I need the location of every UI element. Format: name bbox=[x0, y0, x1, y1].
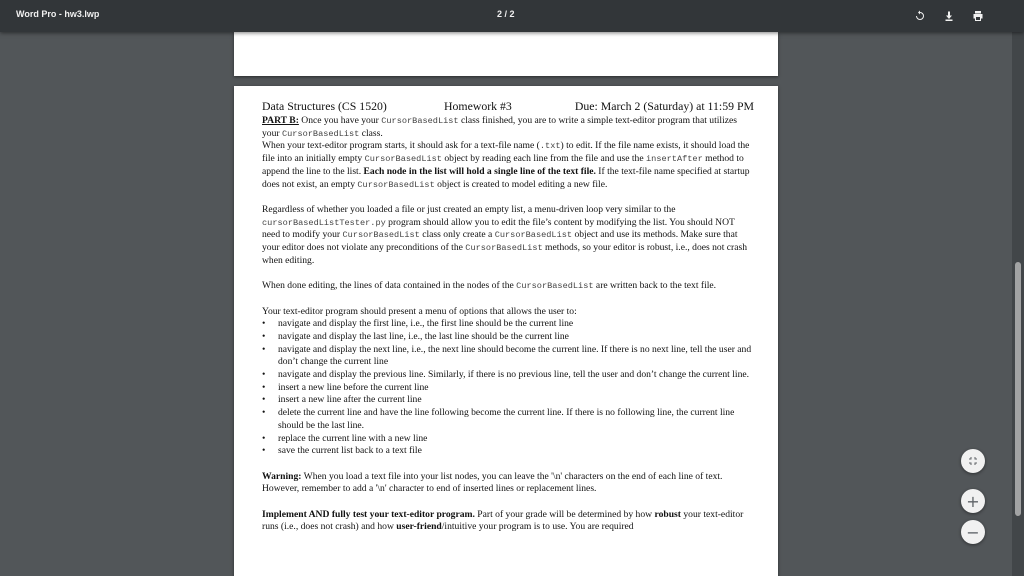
vertical-scrollbar[interactable] bbox=[1012, 32, 1024, 576]
due-date: Due: March 2 (Saturday) at 11:59 PM bbox=[574, 99, 754, 113]
list-item: • navigate and display the last line, i.e., the last line should be the current line bbox=[262, 330, 569, 342]
list-item: • insert a new line before the current line bbox=[262, 381, 429, 393]
plus-icon: + bbox=[966, 491, 980, 511]
homework-number: Homework #3 bbox=[444, 99, 512, 113]
list-item: • navigate and display the next line, i.e., the next line should become the current line. If there is no next line, tell the user and don’t change the current line bbox=[262, 343, 752, 368]
rotate-icon bbox=[914, 10, 926, 22]
fit-to-page-button[interactable] bbox=[961, 449, 985, 473]
scrollbar-thumb[interactable] bbox=[1015, 262, 1021, 516]
list-item: • delete the current line and have the line following become the current line. If there is no following line, the current line should be the last line. bbox=[262, 407, 735, 431]
list-item: • save the current list back to a text file bbox=[262, 445, 422, 457]
zoom-in-button[interactable] bbox=[961, 489, 985, 513]
warning-paragraph: Warning: When you load a text file into your list nodes, you can leave the '\n' characters on the end of each line of text. However, remember to add a '\n' character to end of inserted lines or replacement lines. bbox=[262, 470, 723, 495]
doc-header bbox=[262, 100, 754, 115]
menu-intro: Your text-editor program should present a menu of options that allows the user to: bbox=[262, 305, 577, 317]
print-button[interactable] bbox=[969, 7, 987, 25]
print-icon bbox=[972, 10, 984, 22]
list-item: • navigate and display the first line, i.e., the first line should be the current line bbox=[262, 318, 574, 330]
implement-paragraph: Implement AND fully test your text-editor program. Part of your grade will be determined by how robust your text-editor runs (i.e., does not crash) and how user-friend/intuitive your program is to use. You are required bbox=[262, 508, 744, 533]
rotate-button[interactable] bbox=[911, 7, 929, 25]
previous-page bbox=[234, 32, 778, 76]
page-content bbox=[262, 100, 754, 534]
list-item: • replace the current line with a new line bbox=[262, 432, 428, 444]
fit-to-page-icon bbox=[967, 455, 979, 467]
paragraph-menu-loop: Regardless of whether you loaded a file or just created an empty list, a menu-driven loop very similar to the cursorBasedListTester.py program should allow you to edit the file’s content by modifying the list. You should NOT need to modify your CursorBasedList class only create a CursorBasedList object and use its methods. Make sure that your editor does not violate any preconditions of the CursorBasedList methods, so your editor is robust, i.e., does not crash when editing. bbox=[262, 203, 748, 266]
download-button[interactable] bbox=[940, 7, 958, 25]
menu-options-list bbox=[262, 318, 754, 458]
minus-icon: − bbox=[966, 522, 980, 542]
page-indicator: 2 / 2 bbox=[497, 9, 515, 19]
list-item: • navigate and display the previous line. Similarly, if there is no previous line, tell the user and don’t change the current line. bbox=[262, 369, 750, 381]
viewer-toolbar bbox=[0, 0, 1024, 32]
document-title: Word Pro - hw3.lwp bbox=[16, 9, 100, 19]
paragraph-save: When done editing, the lines of data contained in the nodes of the CursorBasedList are written back to the text file. bbox=[262, 280, 717, 292]
zoom-out-button[interactable] bbox=[961, 520, 985, 544]
download-icon bbox=[943, 10, 955, 22]
list-item: • insert a new line after the current line bbox=[262, 394, 422, 406]
part-label: PART B: bbox=[262, 115, 299, 126]
paragraph-intro: PART B: Once you have your CursorBasedList class finished, you are to write a simple text-editor program that utilizes your CursorBasedList class. bbox=[262, 115, 737, 139]
document-viewport[interactable] bbox=[0, 32, 1012, 576]
paragraph-startup: When your text-editor program starts, it should ask for a text-file name (.txt) to edit. If the file name exists, it should load the file into an initially empty CursorBasedList object by reading each line from the file and use the insertAfter method to append the line to the list. Each node in the list will hold a single line of the text file. If the text-file name specified at startup does not exist, an empty CursorBasedList object is created to model editing a new file. bbox=[262, 140, 750, 190]
document-page bbox=[234, 86, 778, 576]
course-name: Data Structures (CS 1520) bbox=[262, 99, 387, 113]
